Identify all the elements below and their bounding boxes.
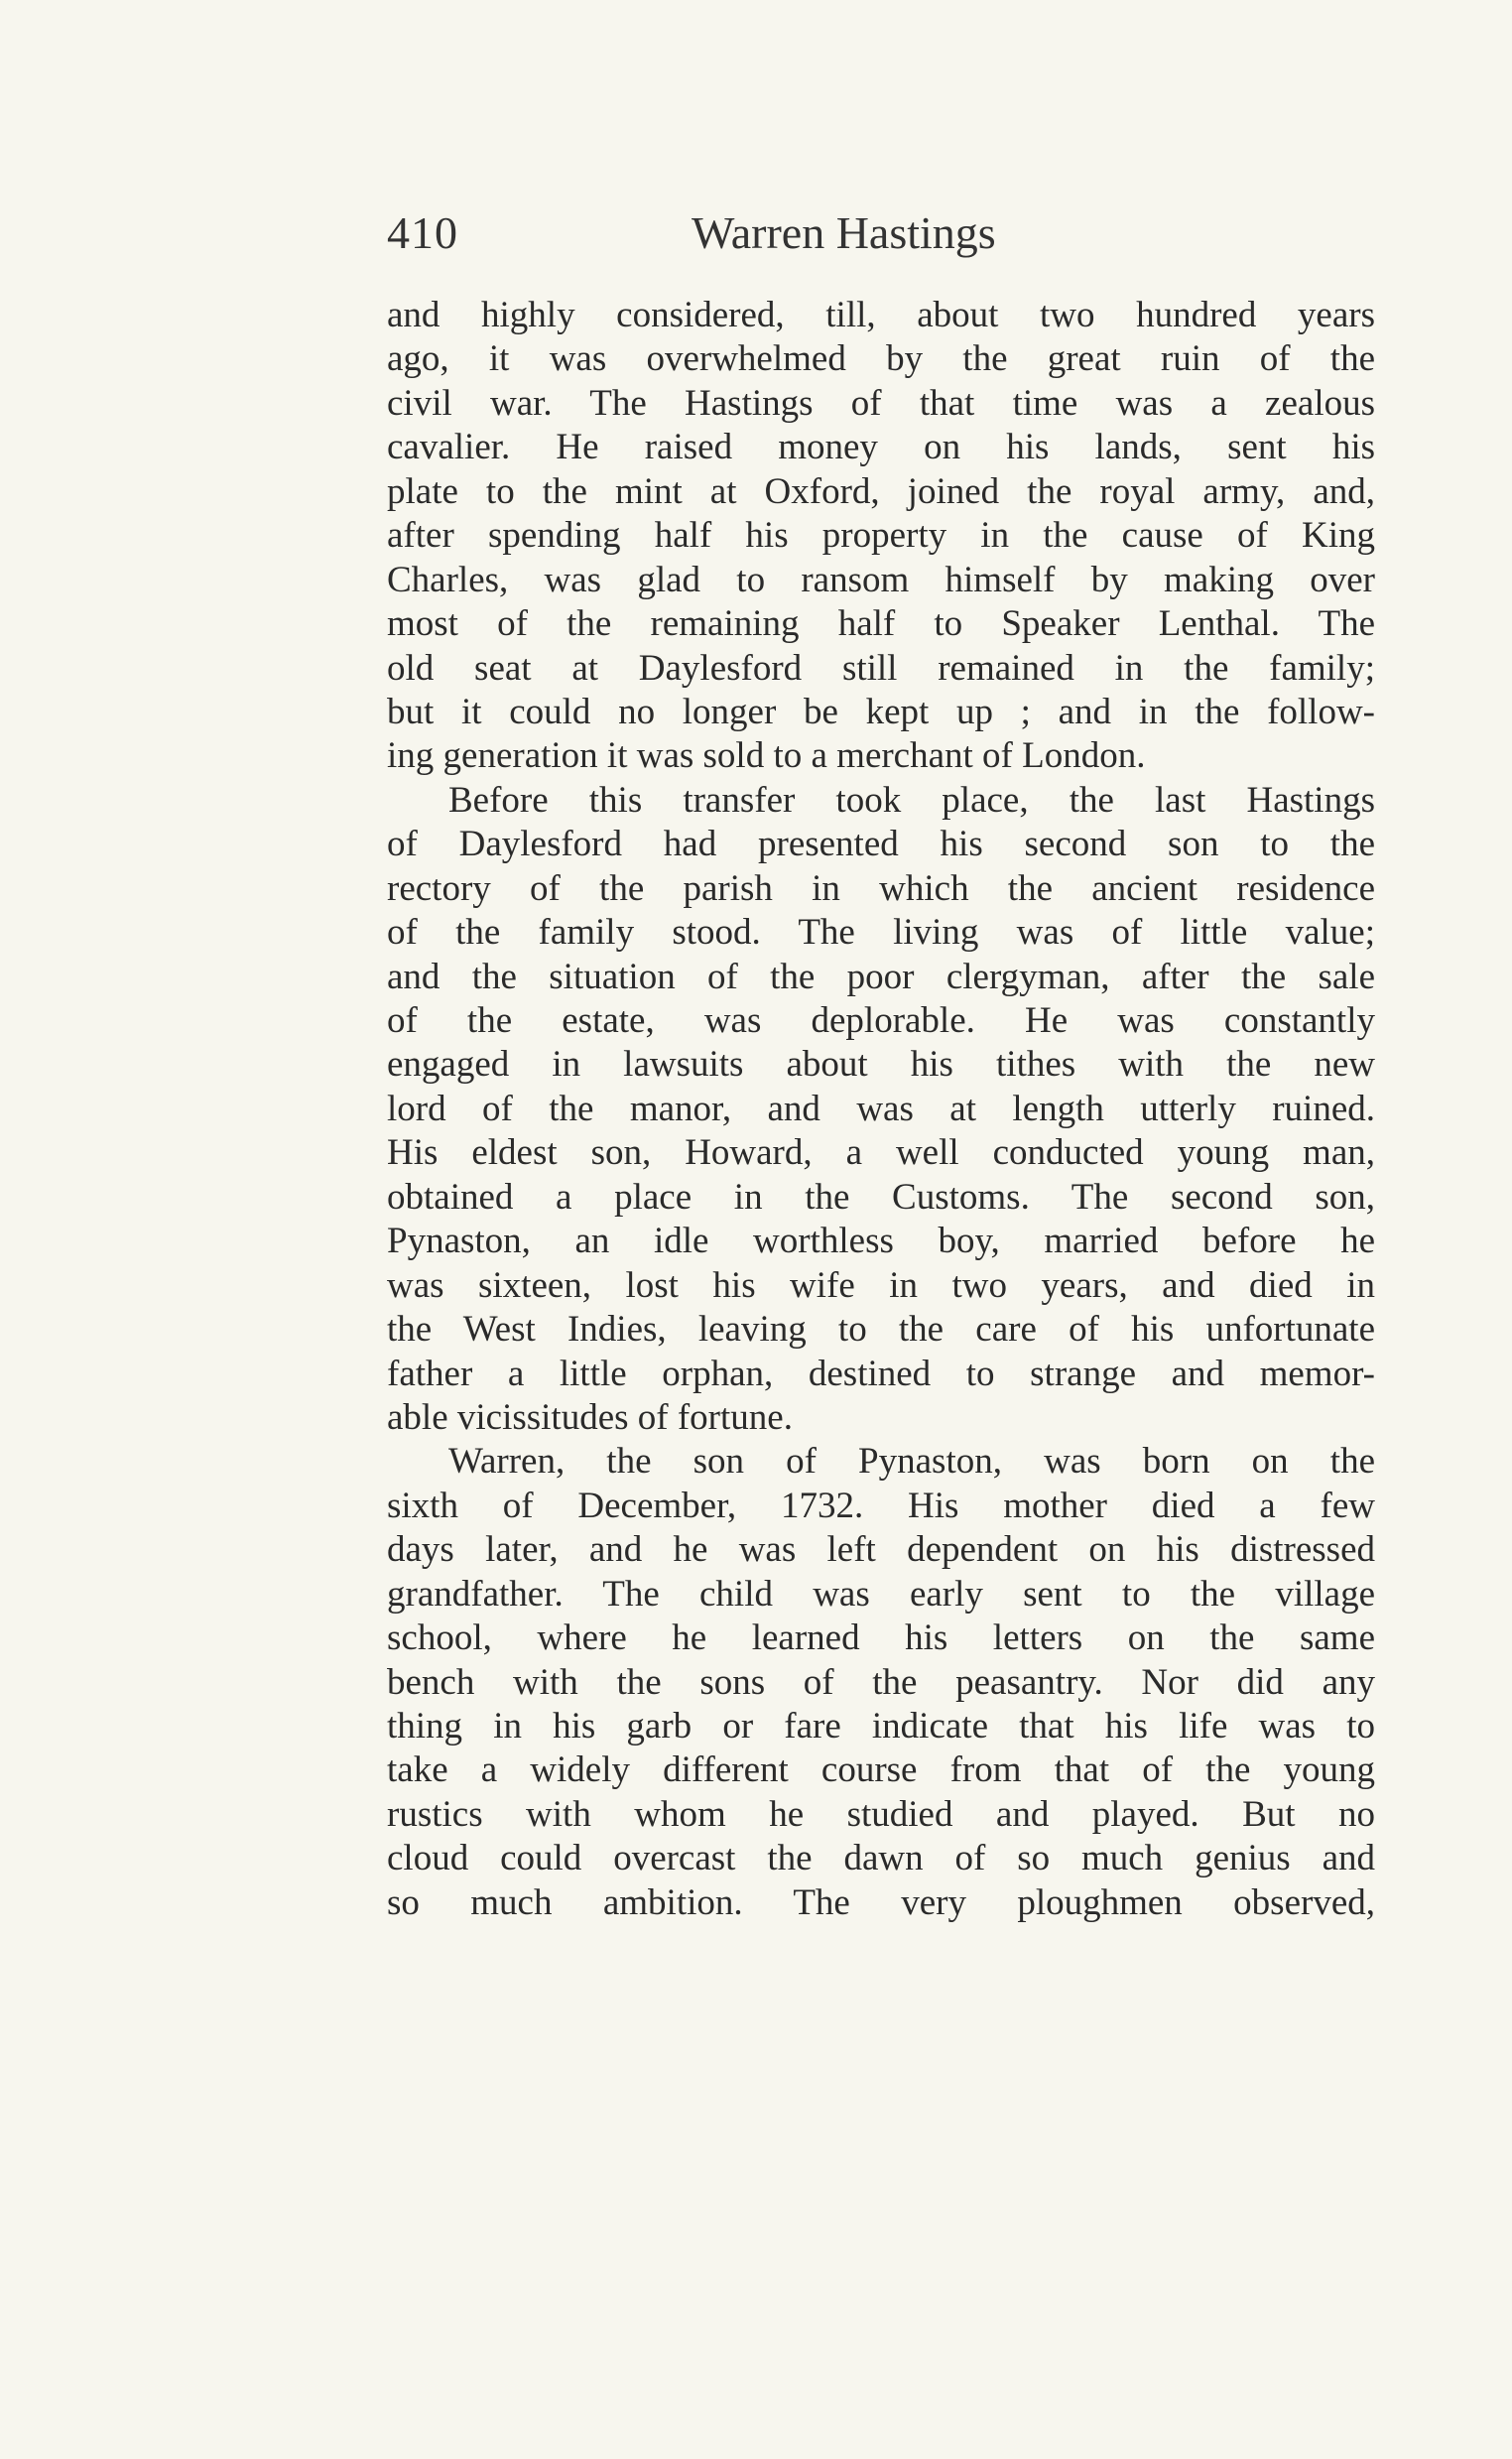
text-line: and highly considered, till, about two hundred years — [387, 295, 1375, 335]
text-line: after spending half his property in the cause of King — [387, 515, 1375, 557]
text-line: of the estate, was deplorable. He was constantly — [387, 1000, 1375, 1041]
text-line: old seat at Daylesford still remained in the family; — [387, 647, 1375, 689]
text-line: ago, it was overwhelmed by the great ruin of the — [387, 338, 1375, 380]
text-line: most of the remaining half to Speaker Lenthal. The — [387, 603, 1375, 645]
page-number: 410 — [387, 207, 458, 258]
text-line: cavalier. He raised money on his lands, sent his — [387, 427, 1375, 468]
text-line: plate to the mint at Oxford, joined the royal army, and, — [387, 470, 1375, 512]
text-line: grandfather. The child was early sent to the village — [387, 1573, 1375, 1615]
text-line: His eldest son, Howard, a well conducted young man, — [387, 1132, 1375, 1174]
body-text — [387, 294, 1375, 1925]
text-line: Warren, the son of Pynaston, was born on the — [448, 1441, 1375, 1483]
text-line: able vicissitudes of fortune. — [387, 1396, 793, 1438]
running-head: Warren Hastings — [692, 207, 996, 258]
text-line: thing in his garb or fare indicate that his life was to — [387, 1706, 1375, 1747]
text-line: father a little orphan, destined to strange and memor- — [387, 1353, 1375, 1394]
text-line: obtained a place in the Customs. The second son, — [387, 1176, 1375, 1218]
text-line: but it could no longer be kept up ; and in the follow- — [387, 691, 1375, 732]
text-line: rustics with whom he studied and played. But no — [387, 1793, 1375, 1835]
text-line: days later, and he was left dependent on his distressed — [387, 1529, 1375, 1571]
text-line: civil war. The Hastings of that time was a zealous — [387, 382, 1375, 424]
text-line: Charles, was glad to ransom himself by making over — [387, 559, 1375, 600]
text-line: the West Indies, leaving to the care of his unfortunate — [387, 1309, 1375, 1351]
text-line: lord of the manor, and was at length utterly ruined. — [387, 1088, 1375, 1129]
text-line: bench with the sons of the peasantry. Nor did any — [387, 1661, 1375, 1703]
text-line: rectory of the parish in which the ancient residence — [387, 867, 1375, 909]
text-line: of Daylesford had presented his second son to the — [387, 824, 1375, 865]
text-line: Pynaston, an idle worthless boy, married before he — [387, 1221, 1375, 1262]
text-line: school, where he learned his letters on the same — [387, 1618, 1375, 1659]
text-line: sixth of December, 1732. His mother died a few — [387, 1485, 1375, 1526]
text-line: was sixteen, lost his wife in two years, and died in — [387, 1264, 1375, 1306]
text-line: Before this transfer took place, the last Hastings — [448, 779, 1375, 821]
text-line: of the family stood. The living was of little value; — [387, 912, 1375, 954]
text-line: ing generation it was sold to a merchant of London. — [387, 735, 1146, 777]
text-line: and the situation of the poor clergyman, after the sale — [387, 956, 1375, 997]
text-line: engaged in lawsuits about his tithes with the new — [387, 1044, 1375, 1086]
page-header — [387, 203, 1375, 263]
text-line: cloud could overcast the dawn of so much genius and — [387, 1838, 1375, 1879]
text-line: take a widely different course from that of the young — [387, 1749, 1375, 1791]
text-line: so much ambition. The very ploughmen observed, — [387, 1881, 1375, 1923]
